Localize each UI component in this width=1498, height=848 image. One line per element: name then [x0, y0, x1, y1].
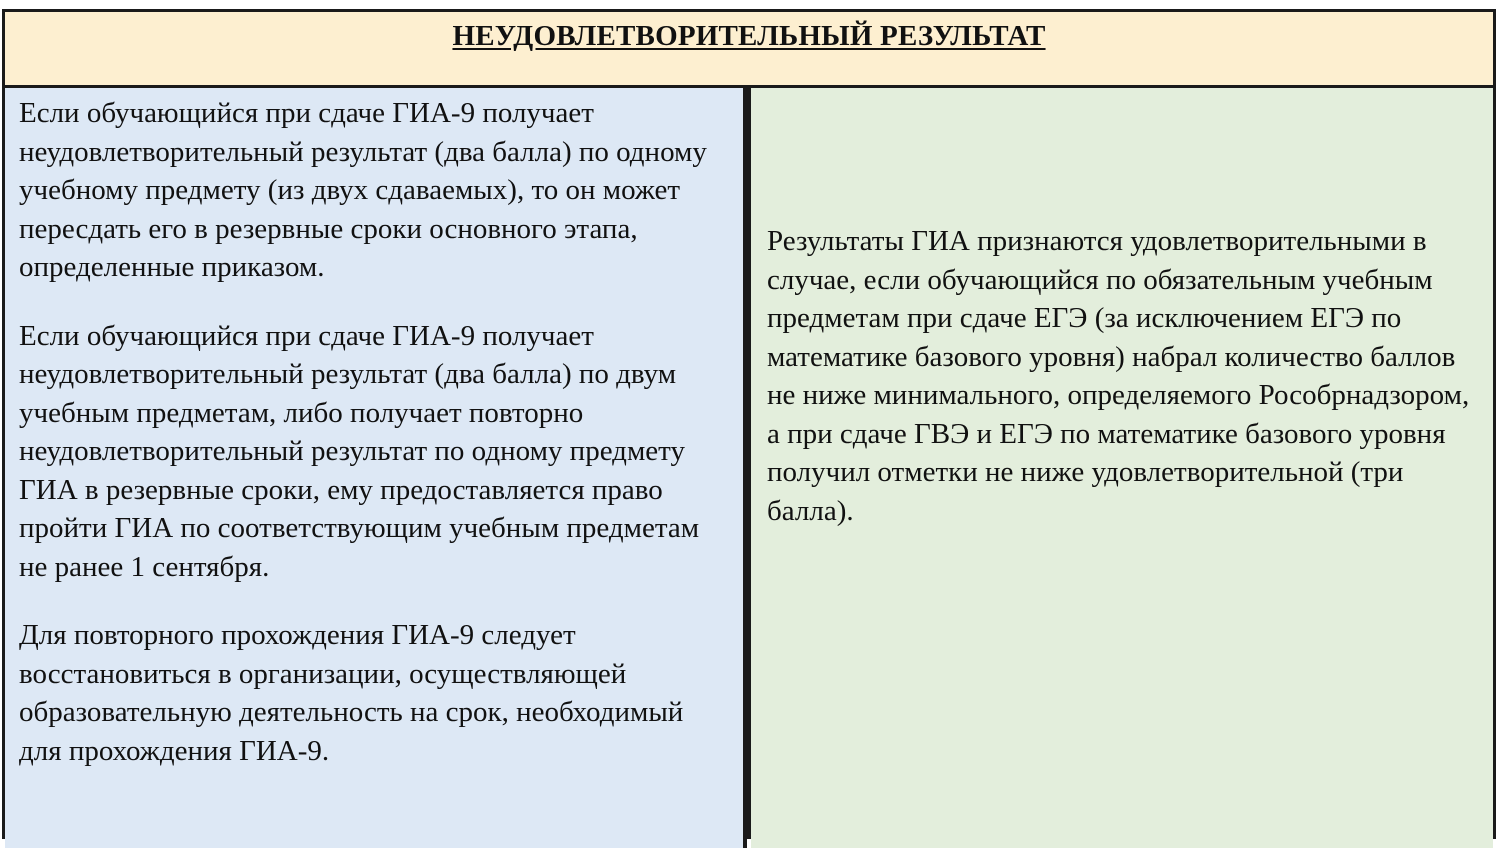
left-paragraph-3: Для повторного прохождения ГИА-9 следует восстановиться в организации, осуществляющей образовательную деятельность на срок, необходимый для прохождения ГИА-9. [19, 619, 684, 767]
right-paragraph: Результаты ГИА признаются удовлетворительными в случае, если обучающийся по обязательным учебным предметам при сдаче ЕГЭ (за исключением ЕГЭ по математике базового уровня) набрал количество баллов не ниже минимального, определяемого Рособрнадзором, а при сдаче ГВЭ и ЕГЭ по математике базового уровня получил отметки не ниже удовлетворительной (три балла). [767, 225, 1470, 527]
left-paragraph-2: Если обучающийся при сдаче ГИА-9 получает неудовлетворительный результат (два балла) по двум учебным предметам, либо получает повторно неудовлетворительный результат по одному предмету ГИА в резервные сроки, ему предоставляется право пройти ГИА по соответствующим учебным предметам не ранее 1 сентября. [19, 319, 700, 583]
right-cell [751, 88, 1493, 848]
left-cell [5, 88, 747, 848]
header-title: НЕУДОВЛЕТВОРИТЕЛЬНЫЙ РЕЗУЛЬТАТ [452, 20, 1046, 52]
info-table [2, 9, 1496, 839]
table-header [5, 12, 1493, 88]
left-paragraph-1: Если обучающийся при сдаче ГИА-9 получает неудовлетворительный результат (два балла) по одному учебному предмету (из двух сдаваемых), то он может пересдать его в резервные сроки основного этапа, определенные приказом. [19, 97, 707, 283]
